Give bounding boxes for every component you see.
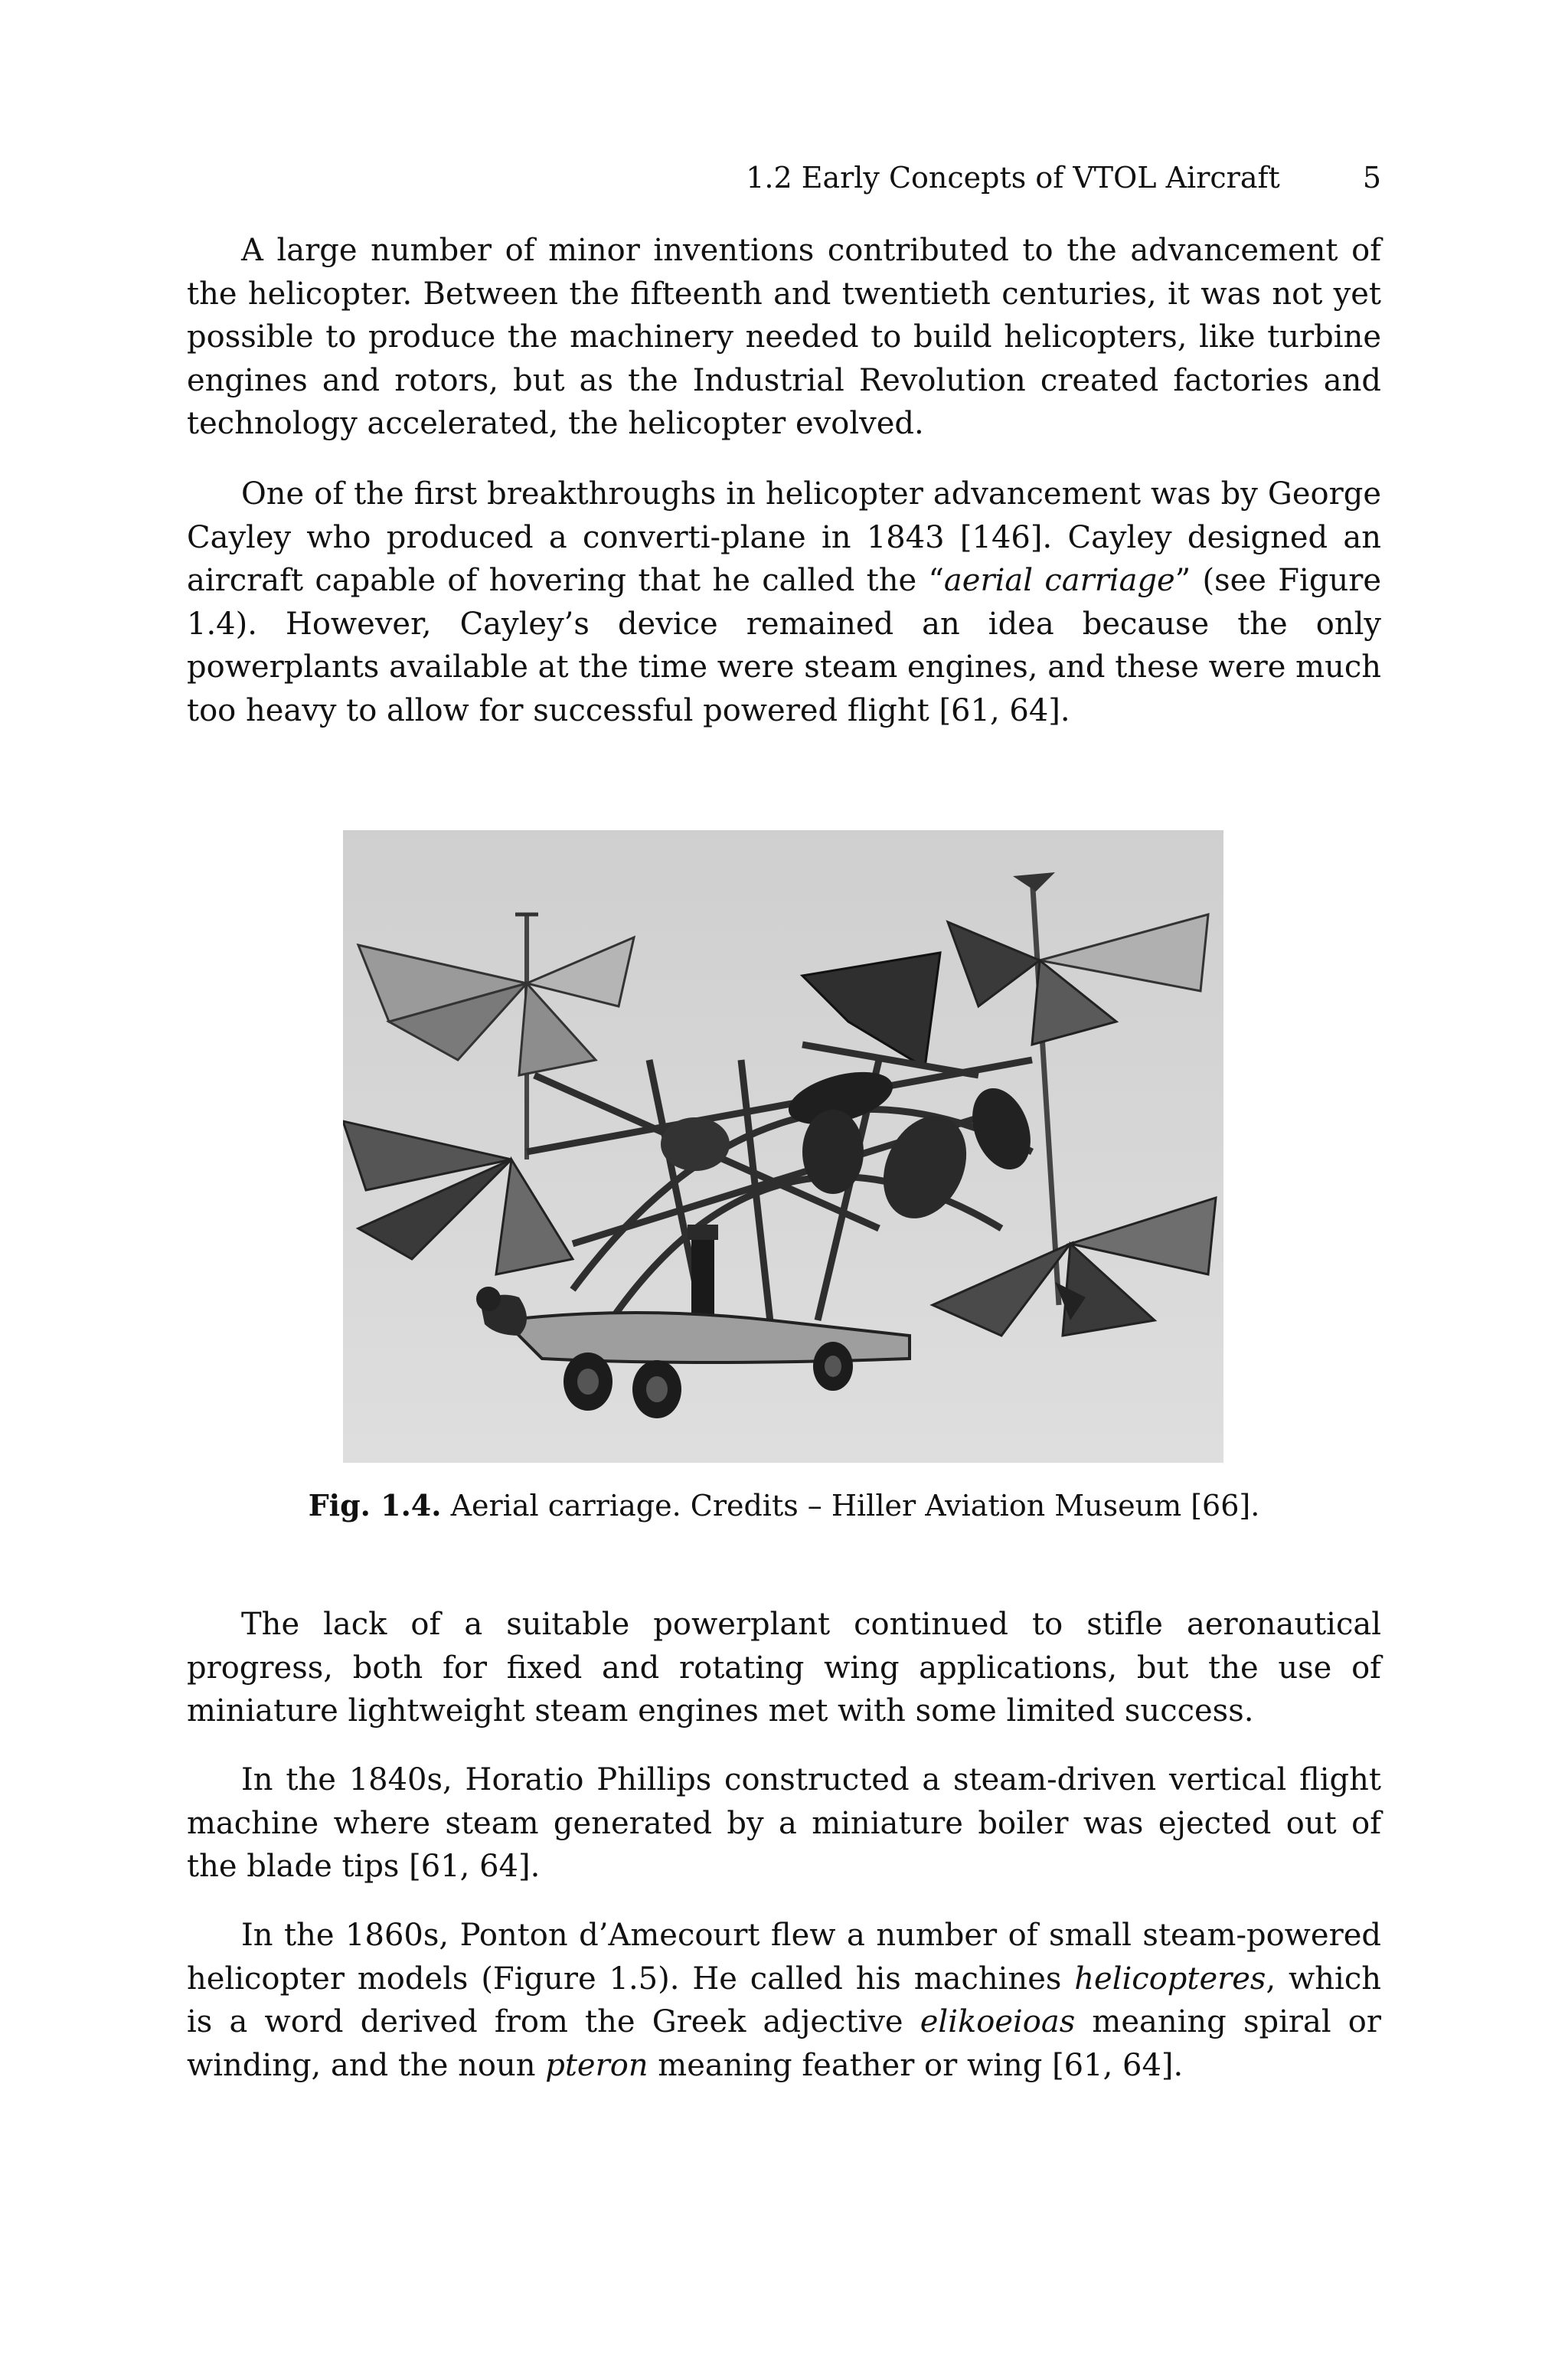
paragraph-2-text-a: One of the first breakthroughs in helicopter advancement was by George Cayley who produced a converti-plane in 1843 [146]. Cayley designed an aircraft capable of hovering that he called the “ [187, 476, 1381, 598]
page [187, 0, 1381, 2368]
photo-background [343, 830, 1223, 1463]
paragraph-5-emphasis-2: elikoeioas [920, 2004, 1076, 2039]
paragraph-5-emphasis-1: helicopteres [1074, 1961, 1266, 1997]
paragraph-5-text-d: meaning feather or wing [61, 64]. [648, 2047, 1184, 2083]
paragraph-2 [187, 473, 1381, 732]
paragraph-5-text-b: , which is a word derived from the Greek adjective [187, 1961, 1381, 2039]
paragraph-3: The lack of a suitable powerplant continued to stifle aeronautical progress, both for fixed and rotating wing applications, but the use of miniature lightweight steam engines met with some limited success. [187, 1607, 1381, 1729]
aerial-carriage-illustration [343, 830, 1223, 1463]
paragraph-2-text-b: ” (see Figure 1.4). However, Cayley’s device remained an idea because the only powerplants available at the time were steam engines, and these were much too heavy to allow for successful powered flight [61, 64]. [187, 563, 1382, 728]
figure-label: Fig. 1.4. [308, 1488, 442, 1523]
page-number: 5 [1362, 161, 1381, 195]
paragraph-4: In the 1840s, Horatio Phillips constructed a steam-driven vertical flight machine where steam generated by a miniature boiler was ejected out of the blade tips [61, 64]. [187, 1762, 1381, 1884]
paragraph-5-text-a: In the 1860s, Ponton d’Amecourt flew a number of small steam-powered helicopter models (Figure 1.5). He called his machines [187, 1918, 1381, 1997]
figure-caption [187, 1486, 1381, 1526]
figure-aerial-carriage-photo [343, 830, 1223, 1463]
paragraph-5 [187, 1914, 1381, 2087]
paragraph-5-text-c: meaning spiral or winding, and the noun [187, 2004, 1381, 2083]
paragraph-2-emphasis: aerial carriage [943, 563, 1175, 598]
paragraph-5-emphasis-3: pteron [545, 2047, 648, 2083]
running-head [692, 158, 1381, 198]
running-head-section: 1.2 Early Concepts of VTOL Aircraft [746, 161, 1280, 195]
figure-caption-text: Aerial carriage. Credits – Hiller Aviation Museum [66]. [441, 1489, 1260, 1523]
paragraph-1: A large number of minor inventions contributed to the advancement of the helicopter. Between the fifteenth and twentieth centuries, it was not yet possible to produce the machinery needed to build helicopters, like turbine engines and rotors, but as the Industrial Revolution created factories and technology accelerated, the helicopter evolved. [187, 233, 1381, 441]
